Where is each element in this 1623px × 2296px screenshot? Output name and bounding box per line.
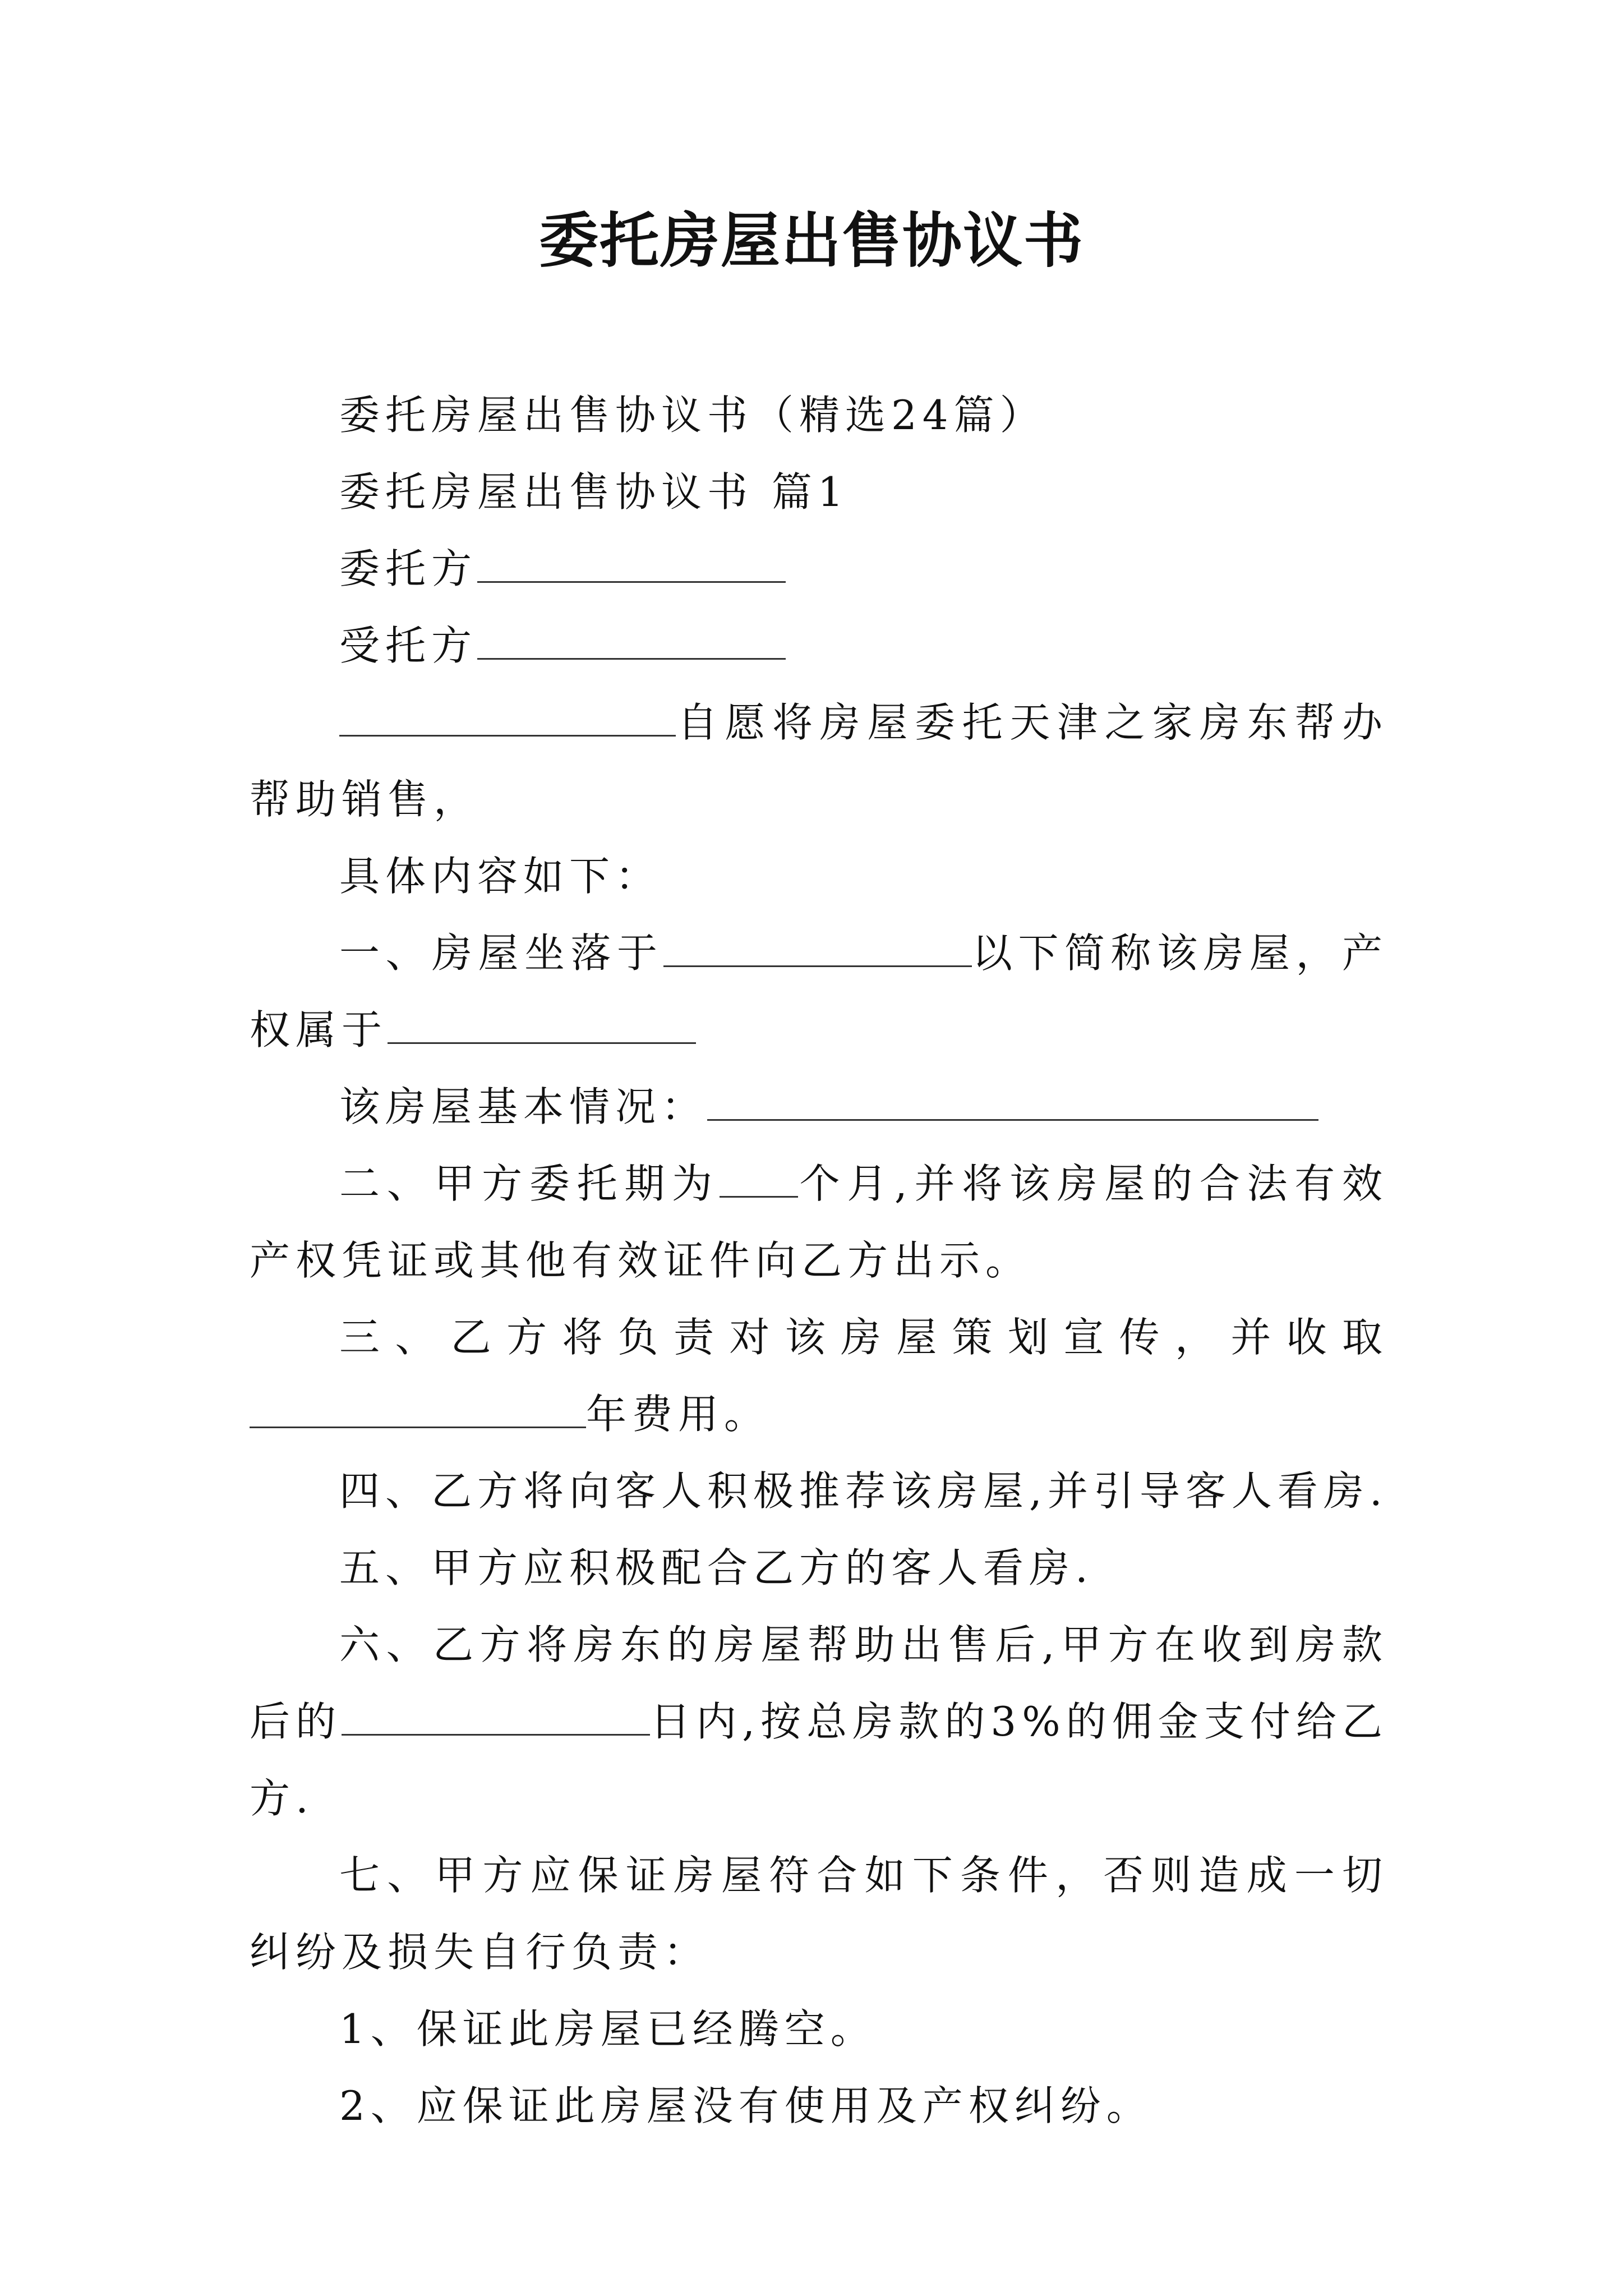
paragraph-clause-7 [250,1837,1388,1991]
paragraph-text: 七、甲方应保证房屋符合如下条件，否则造成一切纠纷及损失自行负责： [250,1852,1388,1976]
paragraph-entrust [250,684,1388,838]
document-body [250,377,1388,2145]
days-blank [342,1701,650,1736]
paragraph-house-info [250,1069,1388,1145]
paragraph-condition-1 [250,1991,1388,2068]
paragraph-text: 具体内容如下： [339,853,662,900]
paragraph-clause-2 [250,1145,1388,1299]
paragraph-text: 个月,并将该房屋的合法有效产权凭证或其他有效证件向乙方出示。 [250,1160,1388,1284]
paragraph-text: 日内,按总房款的3%的佣金支付给乙方. [250,1698,1388,1822]
paragraph-agent [250,608,1388,684]
paragraph-text: 二、甲方委托期为 [339,1160,720,1207]
owner-blank [388,1010,696,1044]
paragraph-principal [250,531,1388,608]
paragraph-section-heading [250,454,1388,531]
paragraph-text: 以下简称该房屋，产权属于 [250,930,1388,1053]
paragraph-text: 委托房屋出售协议书 篇1 [339,468,849,516]
principal-blank [477,549,786,583]
paragraph-text: 六、乙方将房东的房屋帮助出售后,甲方在收到房款后的 [250,1621,1388,1745]
paragraph-text: 年费用。 [586,1391,771,1438]
paragraph-content-intro [250,838,1388,915]
paragraph-clause-1 [250,915,1388,1069]
paragraph-clause-6 [250,1607,1388,1837]
agent-blank [477,625,786,660]
location-blank [663,933,972,967]
paragraph-clause-3 [250,1299,1388,1453]
paragraph-text: 委托方 [339,545,478,592]
paragraph-clause-4 [250,1453,1388,1530]
fee-blank [250,1394,586,1428]
paragraph-text: 受托方 [339,622,478,669]
paragraph-text: 该房屋基本情况： [339,1083,708,1130]
paragraph-text: 一、房屋坐落于 [339,930,663,977]
paragraph-subtitle [250,377,1388,454]
paragraph-condition-2 [250,2068,1388,2145]
paragraph-text: 委托房屋出售协议书（精选24篇） [339,392,1046,439]
paragraph-text: 1、保证此房屋已经腾空。 [339,2005,877,2053]
paragraph-text: 五、甲方应积极配合乙方的客人看房. [339,1544,1094,1591]
document-title: 委托房屋出售协议书 [539,206,1084,275]
entrusting-party-blank [339,702,676,737]
paragraph-text: 2、应保证此房屋没有使用及产权纠纷。 [339,2082,1152,2129]
paragraph-text: 自愿将房屋委托天津之家房东帮办帮助销售， [250,699,1388,823]
house-info-blank [707,1087,1318,1121]
paragraph-clause-5 [250,1530,1388,1607]
term-months-blank [720,1163,798,1198]
paragraph-text: 四、乙方将向客人积极推荐该房屋,并引导客人看房. [339,1467,1388,1515]
paragraph-text: 三、乙方将负责对该房屋策划宣传，并收取 [339,1314,1388,1361]
